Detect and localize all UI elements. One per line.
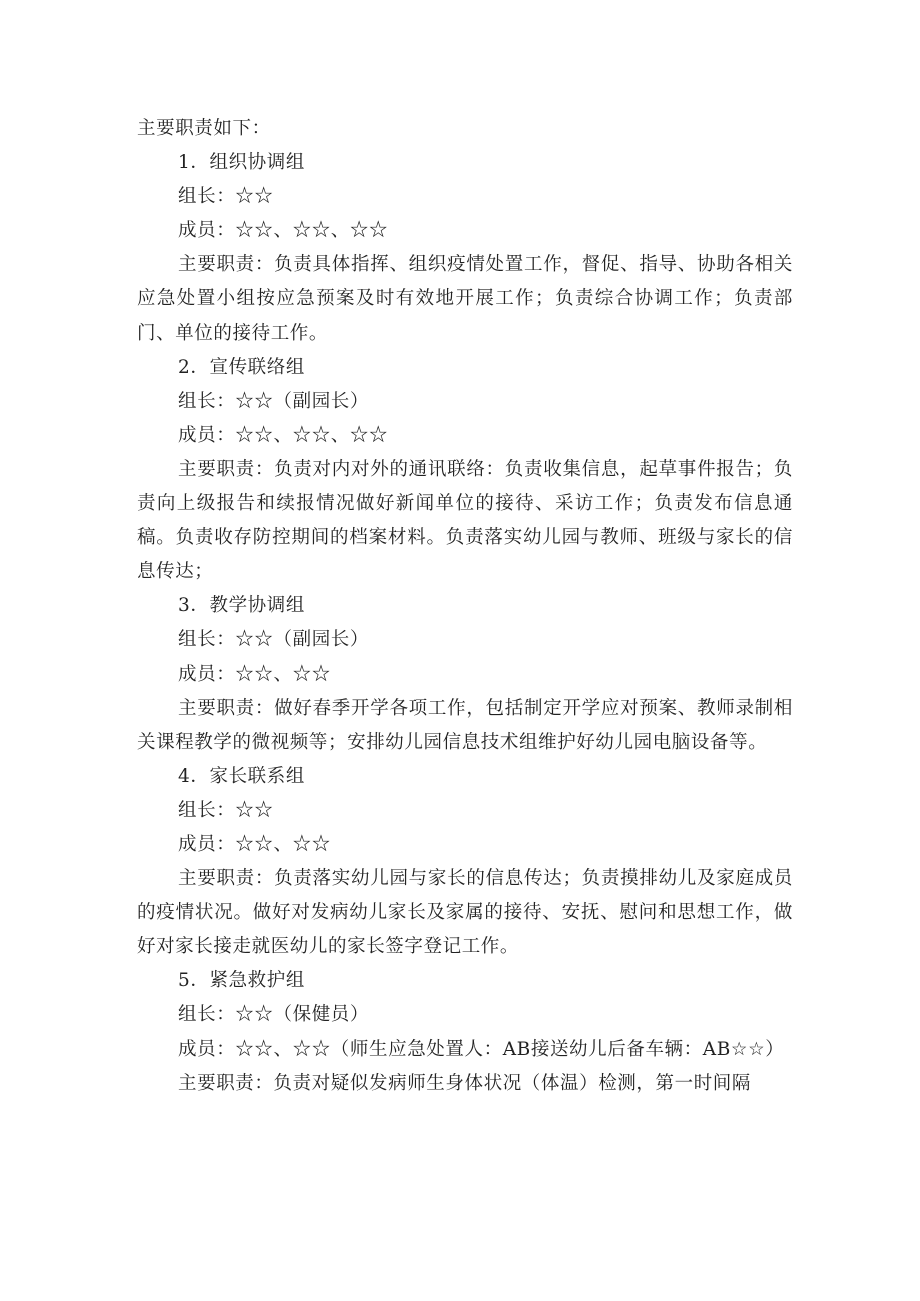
group-heading: 4．家长联系组 [178, 765, 305, 787]
group-heading: 5．紧急救护组 [178, 970, 305, 992]
group-leader: 组长：☆☆ [178, 799, 274, 821]
group-members: 成员：☆☆、☆☆ [178, 833, 331, 855]
group-duty: 主要职责：负责具体指挥、组织疫情处置工作，督促、指导、协助各相关应急处置小组按应急预案及时有效地开展工作；负责综合协调工作；负责部门、单位的接待工作。 [137, 254, 793, 344]
group-duty: 主要职责：做好春季开学各项工作，包括制定开学应对预案、教师录制相关课程教学的微视频等；安排幼儿园信息技术组维护好幼儿园电脑设备等。 [137, 697, 793, 753]
group-heading: 1．组织协调组 [178, 152, 305, 174]
group-duty: 主要职责：负责对内对外的通讯联络：负责收集信息，起草事件报告；负责向上级报告和续报情况做好新闻单位的接待、采访工作；负责发布信息通稿。负责收存防控期间的档案材料。负责落实幼儿园与教师、班级与家长的信息传达； [137, 458, 793, 583]
group-heading: 2．宣传联络组 [178, 356, 305, 378]
group-members: 成员：☆☆、☆☆、☆☆ [178, 424, 389, 446]
group-members: 成员：☆☆、☆☆ [178, 663, 331, 685]
group-leader: 组长：☆☆（副园长） [178, 629, 370, 651]
document-body [137, 112, 793, 1101]
group-duty: 主要职责：负责落实幼儿园与家长的信息传达；负责摸排幼儿及家庭成员的疫情状况。做好对发病幼儿家长及家属的接待、安抚、慰问和思想工作，做好对家长接走就医幼儿的家长签字登记工作。 [137, 868, 793, 958]
intro-line: 主要职责如下： [137, 118, 271, 139]
group-members: 成员：☆☆、☆☆（师生应急处置人：AB接送幼儿后备车辆：AB☆☆） [178, 1038, 785, 1060]
group-leader: 组长：☆☆ [178, 186, 274, 208]
group-leader: 组长：☆☆（副园长） [178, 390, 370, 412]
group-duty: 主要职责：负责对疑似发病师生身体状况（体温）检测，第一时间隔 [178, 1072, 752, 1094]
group-heading: 3．教学协调组 [178, 595, 305, 617]
group-leader: 组长：☆☆（保健员） [178, 1004, 370, 1026]
group-members: 成员：☆☆、☆☆、☆☆ [178, 220, 389, 242]
